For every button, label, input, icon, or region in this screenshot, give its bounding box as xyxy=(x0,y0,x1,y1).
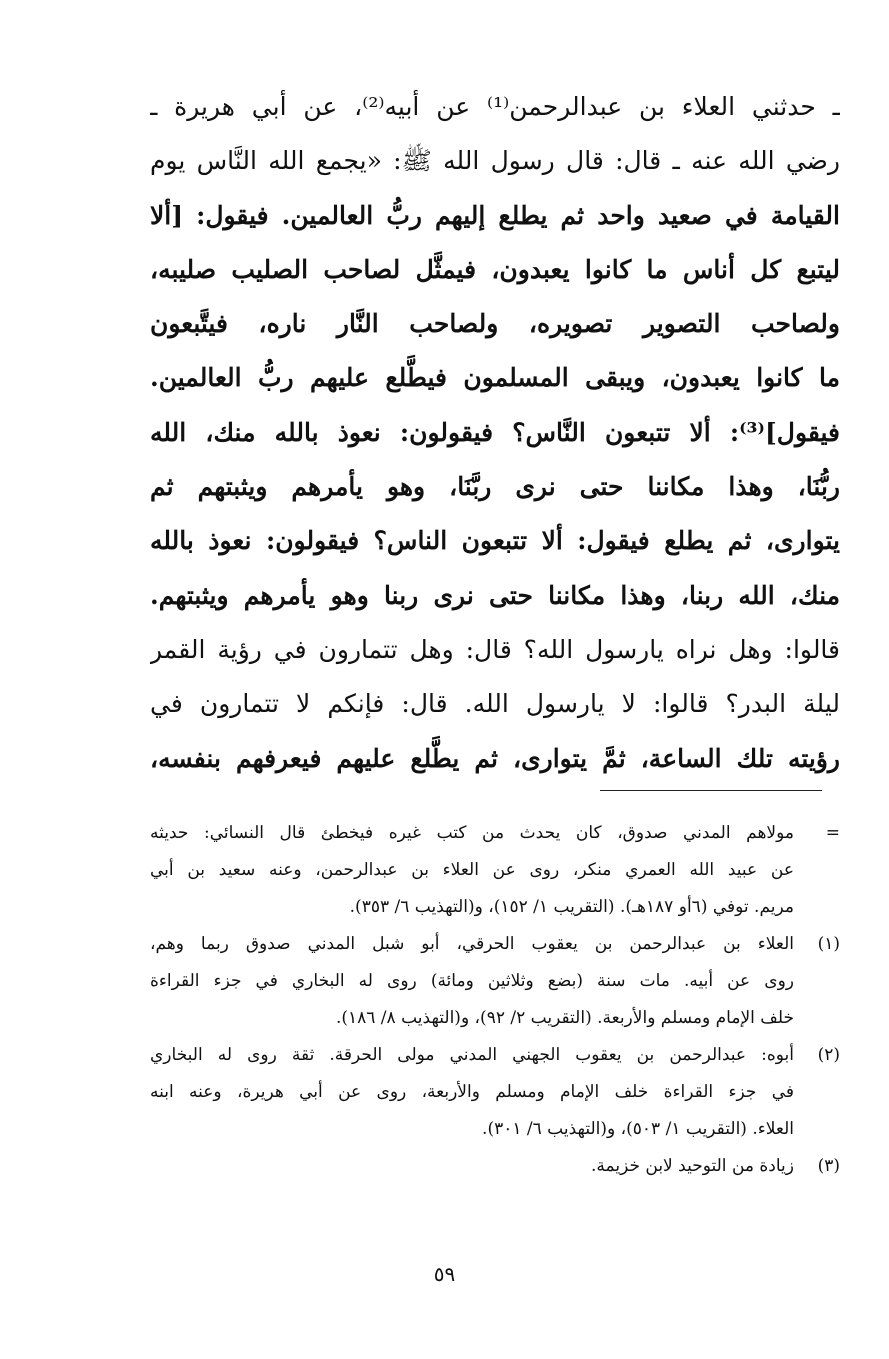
footnote-marker: (٣) xyxy=(817,1156,840,1176)
footnote-line: العلاء بن عبدالرحمن بن يعقوب الحرقي، أبو شبل المدني صدوق ربما وهم، xyxy=(150,934,794,954)
main-line: ربُّنَا، وهذا مكاننا حتى نرى ربَّنَا، وهو يأمرهم ويثبتهم ثم xyxy=(150,472,840,502)
footnote-body xyxy=(150,926,794,1037)
main-line: القيامة في صعيد واحد ثم يطلع إليهم ربُّ العالمين. فيقول: [ألا xyxy=(150,200,840,230)
main-line: يتوارى، ثم يطلع فيقول: ألا تتبعون الناس؟ فيقولون: نعوذ بالله xyxy=(150,526,840,556)
footnote-line: في جزء القراءة خلف الإمام ومسلم والأربعة، روى عن أبي هريرة، وعنه ابنه xyxy=(150,1082,794,1102)
footnote-line: روى عن أبيه. مات سنة (بضع وثلاثين ومائة) روى له البخاري في جزء القراءة xyxy=(150,971,794,991)
footnote-1 xyxy=(150,926,840,1037)
main-line: فيقول]⁽³⁾: ألا تتبعون النَّاس؟ فيقولون: نعوذ بالله منك، الله xyxy=(150,417,840,447)
footnotes xyxy=(150,815,840,1185)
main-line: رؤيته تلك الساعة، ثمَّ يتوارى، ثم يطَّلع عليهم فيعرفهم بنفسه، xyxy=(150,743,840,773)
footnote-line: العلاء. (التقريب ١/ ٥٠٣)، و(التهذيب ٦/ ٣٠١). xyxy=(482,1119,794,1139)
main-line: منك، الله ربنا، وهذا مكاننا حتى نرى ربنا وهو يأمرهم ويثبتهم. xyxy=(150,580,840,610)
main-line: ما كانوا يعبدون، ويبقى المسلمون فيطَّلع عليهم ربُّ العالمين. xyxy=(150,363,840,393)
footnote-marker: (١) xyxy=(817,934,840,954)
footnote-2 xyxy=(150,1037,840,1148)
footnote-line: مولاهم المدني صدوق، كان يحدث من كتب غيره فيخطئ قال النسائي: حديثه xyxy=(150,823,794,843)
footnote-line: مريم. توفي (٦أو ١٨٧هـ). (التقريب ١/ ١٥٢)، و(التهذيب ٦/ ٣٥٣). xyxy=(349,897,794,917)
main-line: ولصاحب التصوير تصويره، ولصاحب النَّار ناره، فيتَّبعون xyxy=(150,309,840,339)
footnote-divider xyxy=(600,790,822,791)
main-text xyxy=(150,80,840,786)
main-line: ليلة البدر؟ قالوا: لا يارسول الله. قال: فإنكم لا تتمارون في xyxy=(150,689,840,719)
footnote-line: عن عبيد الله العمري منكر، روى عن العلاء بن عبدالرحمن، وعنه سعيد بن أبي xyxy=(150,860,794,880)
footnote-3 xyxy=(150,1148,840,1185)
main-line: رضي الله عنه ـ قال: قال رسول الله ﷺ: «يجمع الله النَّاس يوم xyxy=(150,146,840,176)
main-line: قالوا: وهل نراه يارسول الله؟ قال: وهل تتمارون في رؤية القمر xyxy=(150,634,840,664)
footnote-line: خلف الإمام ومسلم والأربعة. (التقريب ٢/ ٩٢)، و(التهذيب ٨/ ١٨٦). xyxy=(335,1008,794,1028)
main-line: ليتبع كل أناس ما كانوا يعبدون، فيمثَّل لصاحب الصليب صليبه، xyxy=(150,254,840,284)
footnote-continued xyxy=(150,815,840,926)
main-line: ـ حدثني العلاء بن عبدالرحمن⁽¹⁾ عن أبيه⁽²⁾، عن أبي هريرة ـ xyxy=(150,92,840,121)
footnote-body xyxy=(150,815,794,926)
page-number: ٥٩ xyxy=(433,1262,456,1286)
footnote-marker: = xyxy=(825,823,840,843)
footnote-line: زيادة من التوحيد لابن خزيمة. xyxy=(591,1156,794,1176)
footnote-body xyxy=(150,1037,794,1148)
footnote-marker: (٢) xyxy=(817,1045,840,1065)
footnote-body xyxy=(150,1148,794,1185)
footnote-line: أبوه: عبدالرحمن بن يعقوب الجهني المدني مولى الحرقة. ثقة روى له البخاري xyxy=(150,1045,794,1065)
